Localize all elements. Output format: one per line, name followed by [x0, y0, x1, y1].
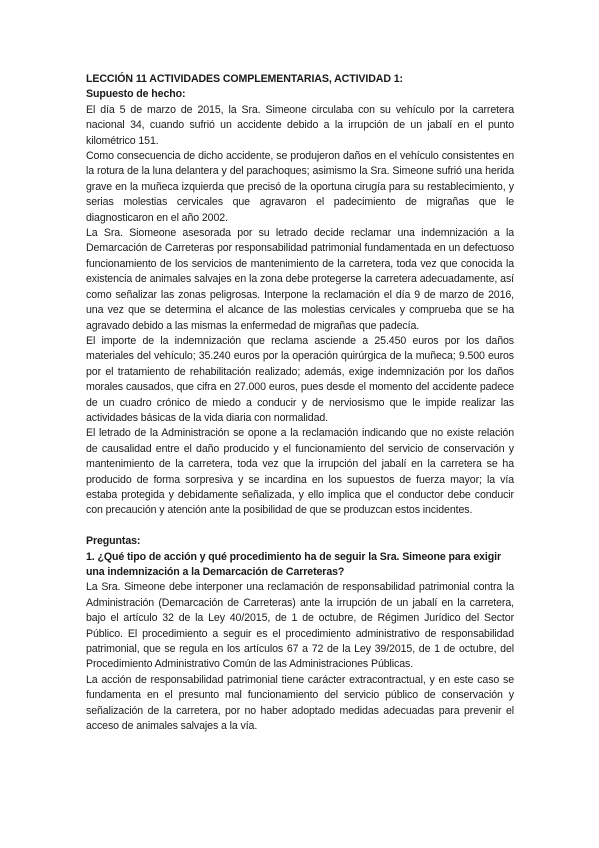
facts-paragraph: El letrado de la Administración se opone a la reclamación indicando que no existe relación de causalidad entre el daño producido y el funcionamiento del servicio de conservación y mantenimiento de la carretera, toda vez que la irrupción del jabalí en la carretera se ha producido de forma sorpresiva y se incardina en los supuestos de fuerza mayor; la vía estaba protegida y debidamente señalizada, y ello implica que el conductor debe conducir con precaución y atención ante la posibilidad de que se produzcan estos incidentes.: [86, 427, 514, 517]
section-spacer: [86, 519, 514, 534]
facts-heading: Supuesto de hecho:: [86, 88, 186, 101]
questions-heading: Preguntas:: [86, 535, 141, 548]
answer-paragraph: La acción de responsabilidad patrimonial tiene carácter extracontractual, y en este caso se fundamenta en el presunto mal funcionamiento del servicio público de conservación y señalización de la carretera, por no haber adoptado medidas adecuadas para prevenir el acceso de animales salvajes a la vía.: [86, 673, 514, 733]
facts-paragraph: La Sra. Siomeone asesorada por su letrado decide reclamar una indemnización a la Demarcación de Carreteras por responsabilidad patrimonial fundamentada en un defectuoso funcionamiento de los servicios de mantenimiento de la carretera, toda vez que conocida la existencia de animales salvajes en la zona debe protegerse la carretera adecuadamente, así como señalizar las zonas peligrosas. Interpone la reclamación el día 9 de marzo de 2016, una vez que se determina el alcance de las molestias cervicales y comprueba que se ha agravado debido a las mismas la enfermedad de migrañas que padecía.: [86, 227, 514, 332]
facts-paragraph: Como consecuencia de dicho accidente, se produjeron daños en el vehículo consistentes en la rotura de la luna delantera y del parachoques; asimismo la Sra. Simeone sufrió una herida grave en la muñeca izquierda que precisó de la oportuna cirugía para su restablecimiento, y serias molestias cervicales que agravaron el padecimiento de migrañas que le diagnosticaron en el año 2002.: [86, 150, 514, 224]
question-1: 1. ¿Qué tipo de acción y qué procedimiento ha de seguir la Sra. Simeone para exigir una indemnización a la Demarcación de Carreteras?: [86, 550, 501, 578]
facts-paragraph: El importe de la indemnización que reclama asciende a 25.450 euros por los daños materiales del vehículo; 35.240 euros por la operación quirúrgica de la muñeca; 9.500 euros por el tratamiento de rehabilitación realizado; además, exige indemnización por los daños morales causados, que cifra en 27.000 euros, pues desde el momento del accidente padece de un cuadro crónico de miedo a conducir y de nerviosismo que le impide realizar las actividades básicas de la vida diaria con normalidad.: [86, 334, 514, 424]
facts-paragraph: El día 5 de marzo de 2015, la Sra. Simeone circulaba con su vehículo por la carretera nacional 34, cuando sufrió un accidente debido a la irrupción de un jabalí en el punto kilométrico 151.: [86, 103, 514, 147]
document-title: LECCIÓN 11 ACTIVIDADES COMPLEMENTARIAS, ACTIVIDAD 1:: [86, 73, 403, 85]
document-body: [86, 72, 514, 734]
answer-paragraph: La Sra. Simeone debe interponer una reclamación de responsabilidad patrimonial contra la Administración (Demarcación de Carreteras) ante la irrupción de un jabalí en la carretera, bajo el artículo 32 de la Ley 40/2015, de 1 de octubre, de Régimen Jurídico del Sector Público. El procedimiento a seguir es el procedimiento administrativo de responsabilidad patrimonial, que se regula en los artículos 67 a 72 de la Ley 39/2015, de 1 de octubre, del Procedimiento Administrativo Común de las Administraciones Públicas.: [86, 581, 514, 671]
